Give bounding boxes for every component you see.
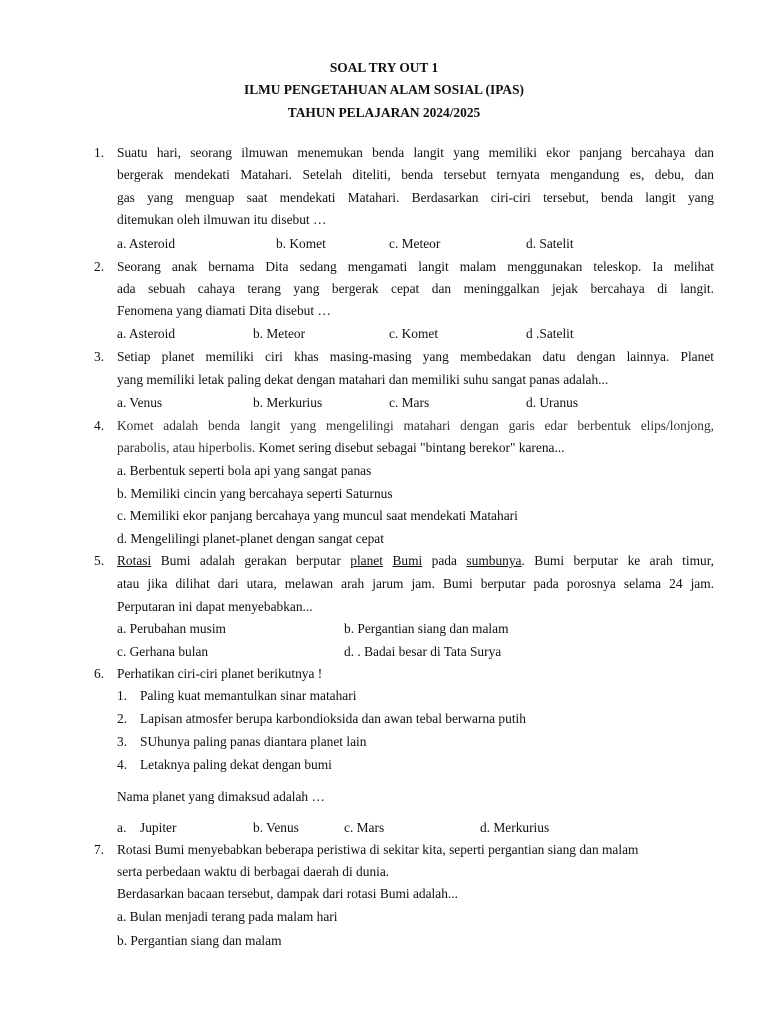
question-number: 6. [94, 666, 105, 681]
option-b[interactable]: b. Pergantian siang dan malam [344, 621, 509, 636]
option-c[interactable]: c. Gerhana bulan [117, 644, 209, 659]
option-c[interactable]: c. Mars [344, 820, 385, 835]
question-text-line [117, 440, 565, 456]
list-item-number: 3. [117, 734, 128, 749]
option-a[interactable]: a. Asteroid [117, 326, 176, 341]
option-b[interactable]: b. Venus [253, 820, 299, 835]
list-item: Lapisan atmosfer berupa karbondioksida dan awan tebal berwarna putih [140, 711, 526, 726]
list-item: Letaknya paling dekat dengan bumi [140, 757, 332, 772]
question-text-segment: pada [431, 553, 457, 568]
question-text-line: Rotasi Bumi menyebabkan beberapa peristiwa di sekitar kita, seperti pergantian siang dan malam [117, 842, 639, 857]
option-d[interactable]: d. Merkurius [480, 820, 550, 835]
question-text-segment: Komet sering disebut sebagai "bintang berekor" karena... [258, 440, 565, 455]
question-text-line: Setiap planet memiliki ciri khas masing-masing yang membedakan datu dengan lainnya. Planet [117, 349, 714, 364]
option-a[interactable]: Jupiter [140, 820, 177, 835]
question-number: 1. [94, 145, 105, 160]
link-rotasi[interactable]: Rotasi [117, 553, 152, 568]
option-b[interactable]: b. Merkurius [253, 395, 323, 410]
doc-year: TAHUN PELAJARAN 2024/2025 [287, 105, 481, 120]
option-d[interactable]: d. Uranus [526, 395, 579, 410]
option-a[interactable]: a. Berbentuk seperti bola api yang sangat panas [117, 463, 372, 478]
option-a[interactable]: a. Perubahan musim [117, 621, 226, 636]
option-c[interactable]: c. Meteor [389, 236, 441, 251]
option-b[interactable]: b. Meteor [253, 326, 306, 341]
question-text-line: serta perbedaan waktu di berbagai daerah di dunia. [117, 864, 390, 879]
question-number: 3. [94, 349, 105, 364]
question-text-line: bergerak mendekati Matahari. Setelah diteliti, benda tersebut ternyata mengandung es, debu, dan [117, 167, 714, 182]
question-text-line: Nama planet yang dimaksud adalah … [117, 789, 325, 804]
question-text-segment: . Bumi berputar ke arah timur, [521, 553, 714, 568]
option-c[interactable]: c. Komet [389, 326, 439, 341]
list-item: Paling kuat memantulkan sinar matahari [140, 688, 357, 703]
question-number: 7. [94, 842, 105, 857]
link-sumbunya[interactable]: sumbunya [466, 553, 522, 568]
doc-title: SOAL TRY OUT 1 [329, 60, 439, 75]
option-b[interactable]: b. Memiliki cincin yang bercahaya seperti Saturnus [117, 486, 393, 501]
question-text-line: atau jika dilihat dari utara, melawan arah jarum jam. Bumi berputar pada porosnya selama 24 jam. [117, 576, 714, 591]
list-item-number: 4. [117, 757, 128, 772]
option-d[interactable]: d .Satelit [526, 326, 574, 341]
question-text-line: Perhatikan ciri-ciri planet berikutnya ! [117, 666, 323, 681]
question-text-line: gas yang menguap saat mendekati Matahari. Berdasarkan ciri-ciri tersebut, benda langit yang [117, 190, 714, 205]
question-text-segment: parabolis, atau hiperbolis. [117, 440, 256, 455]
option-c[interactable]: c. Memiliki ekor panjang bercahaya yang muncul saat mendekati Matahari [117, 508, 518, 523]
list-item-number: 1. [117, 688, 128, 703]
list-item: SUhunya paling panas diantara planet lain [140, 734, 367, 749]
option-b[interactable]: b. Komet [276, 236, 326, 251]
option-a[interactable]: a. Bulan menjadi terang pada malam hari [117, 909, 338, 924]
option-c[interactable]: c. Mars [389, 395, 430, 410]
question-number: 4. [94, 418, 105, 433]
question-text-line: yang memiliki letak paling dekat dengan matahari dan memiliki suhu sangat panas adalah... [117, 372, 609, 387]
question-text-line: ada sebuah cahaya terang yang bergerak cepat dan meninggalkan jejak bercahaya di langit. [117, 281, 714, 296]
option-a-letter[interactable]: a. [117, 820, 127, 835]
question-text-line: Berdasarkan bacaan tersebut, dampak dari rotasi Bumi adalah... [117, 886, 458, 901]
question-text-line [117, 553, 714, 569]
question-text-segment: Bumi adalah gerakan berputar [160, 553, 341, 568]
question-text-line: Seorang anak bernama Dita sedang mengamati langit malam menggunakan teleskop. Ia melihat [117, 259, 714, 274]
doc-subject: ILMU PENGETAHUAN ALAM SOSIAL (IPAS) [244, 82, 524, 97]
question-text-line: Suatu hari, seorang ilmuwan menemukan benda langit yang memiliki ekor panjang bercahaya dan [117, 145, 714, 160]
link-planet[interactable]: planet [350, 553, 383, 568]
option-b[interactable]: b. Pergantian siang dan malam [117, 933, 282, 948]
option-d[interactable]: d. . Badai besar di Tata Surya [344, 644, 502, 659]
question-number: 2. [94, 259, 105, 274]
option-a[interactable]: a. Asteroid [117, 236, 176, 251]
link-bumi[interactable]: Bumi [392, 553, 423, 568]
question-text-line: Fenomena yang diamati Dita disebut … [117, 303, 331, 318]
option-d[interactable]: d. Mengelilingi planet-planet dengan sangat cepat [117, 531, 384, 546]
option-a[interactable]: a. Venus [117, 395, 163, 410]
option-d[interactable]: d. Satelit [526, 236, 574, 251]
question-text-line: Komet adalah benda langit yang mengelilingi matahari dengan garis edar berbentuk elips/lonjong, [117, 418, 714, 433]
question-number: 5. [94, 553, 105, 568]
list-item-number: 2. [117, 711, 128, 726]
question-text-line: Perputaran ini dapat menyebabkan... [117, 599, 313, 614]
question-text-line: ditemukan oleh ilmuwan itu disebut … [117, 212, 327, 227]
